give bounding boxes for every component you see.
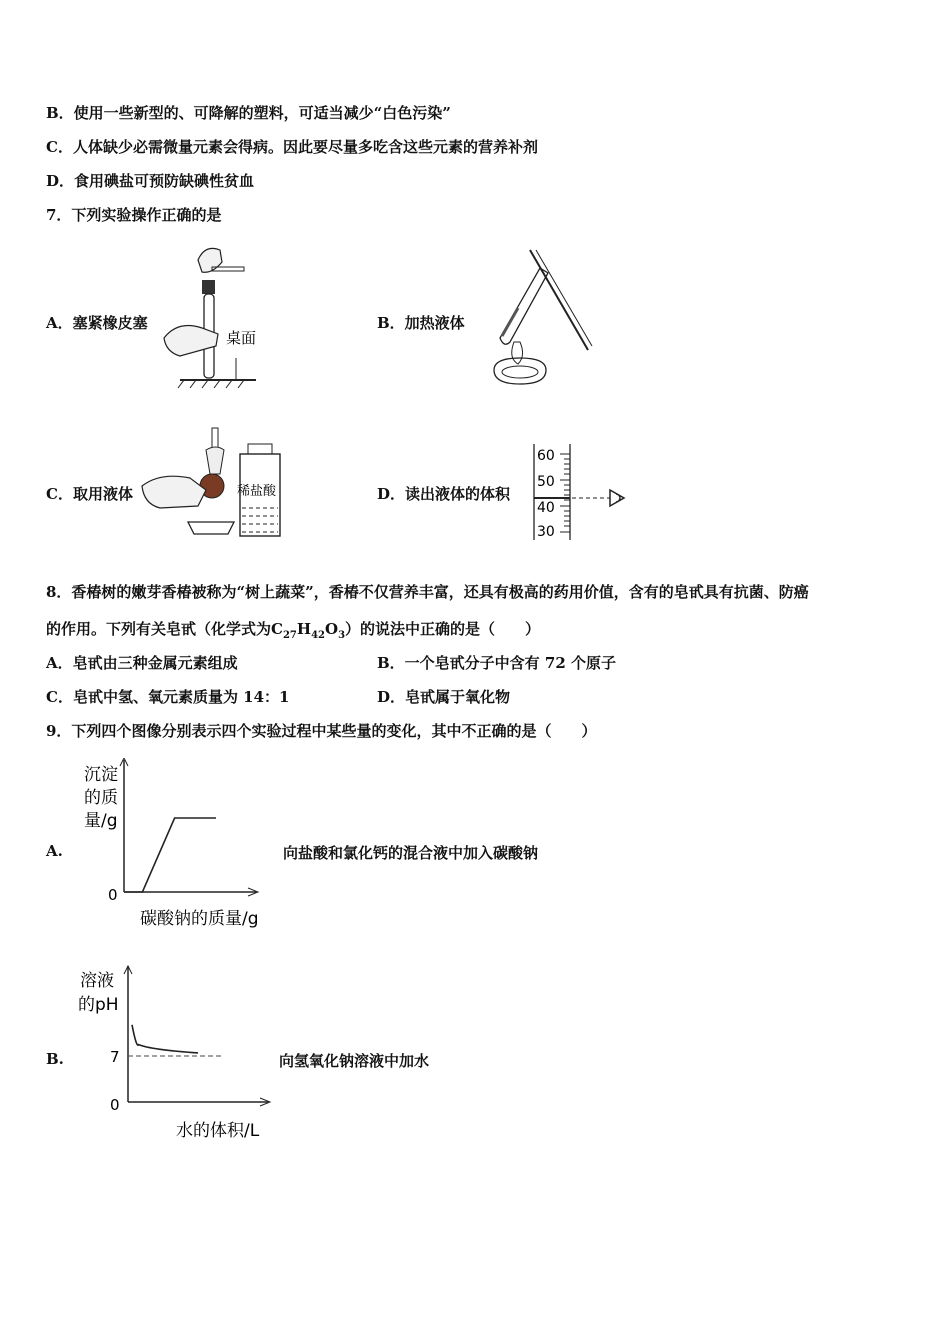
chart-b-series-line (132, 1025, 198, 1053)
q8-stem-line1: 8．香椿树的嫩芽香椿被称为“树上蔬菜”，香椿不仅营养丰富，还具有极高的药用价值，含有的皂甙具有抗菌、防癌 (46, 583, 809, 601)
eye-icon (610, 490, 624, 506)
q6-option-d: D．食用碘盐可预防缺碘性贫血 (46, 172, 255, 190)
q9-option-a-desc: 向盐酸和氯化钙的混合液中加入碳酸钠 (283, 844, 539, 862)
chart-b-ylabel-1: 溶液 (80, 971, 114, 991)
chart-b (76, 962, 280, 1142)
hand-icon (142, 476, 206, 508)
q7-option-d: D．读出液体的体积 (377, 485, 511, 503)
test-tube-icon (500, 268, 548, 344)
flame-icon (512, 342, 523, 364)
q8-option-d: D．皂甙属于氧化物 (377, 688, 511, 706)
scale-50: 50 (537, 474, 555, 490)
taking-liquid-figure (140, 424, 288, 542)
rubber-stopper-icon (202, 280, 215, 294)
stopper-insertion-figure (160, 242, 270, 392)
q7-stem: 7．下列实验操作正确的是 (46, 206, 222, 224)
chart-a-origin: 0 (108, 886, 118, 904)
chart-a-ylabel-2: 的质 (84, 788, 118, 808)
chart-a-ylabel-1: 沉淀 (84, 765, 118, 785)
chart-a (76, 758, 280, 930)
hand-icon (164, 326, 218, 356)
q7-option-c: C．取用液体 (46, 485, 133, 503)
holder-icon (530, 250, 588, 350)
formula-saponin: $C_{27}H_{42}O_3$ (271, 620, 346, 641)
q8-stem-line2: 的作用。下列有关皂甙（化学式为$C_{27}H_{42}O_3$）的说法中正确的是（ ） (46, 620, 541, 641)
reading-volume-figure (528, 440, 632, 544)
chart-b-origin: 0 (110, 1096, 120, 1114)
chart-a-series-line (124, 818, 216, 892)
q8-option-c: C．皂甙中氢、氧元素质量为 14：1 (46, 688, 290, 706)
q8-option-a: A．皂甙由三种金属元素组成 (46, 654, 238, 672)
q9-stem: 9．下列四个图像分别表示四个实验过程中某些量的变化，其中不正确的是（ ） (46, 722, 597, 740)
q9-option-b-label: B. (46, 1050, 64, 1068)
desk-label: 桌面 (226, 329, 257, 347)
q9-option-b-desc: 向氢氧化钠溶液中加水 (279, 1052, 430, 1070)
scale-40: 40 (537, 500, 555, 516)
chart-b-xlabel: 水的体积/L (176, 1121, 260, 1141)
q9-option-a-label: A. (46, 842, 63, 860)
chart-b-ylabel-2: 的pH (78, 995, 119, 1015)
scale-30: 30 (537, 524, 555, 540)
heating-liquid-figure (474, 246, 594, 388)
scale-60: 60 (537, 448, 555, 464)
q7-option-a: A．塞紧橡皮塞 (46, 314, 148, 332)
q6-option-c: C．人体缺少必需微量元素会得病。因此要尽量多吃含这些元素的营养补剂 (46, 138, 538, 156)
chart-a-ylabel-3: 量/g (84, 811, 118, 831)
q6-option-b: B．使用一些新型的、可降解的塑料，可适当减少“白色污染” (46, 104, 451, 122)
chart-a-xlabel: 碳酸钠的质量/g (140, 909, 259, 929)
q8-option-b: B．一个皂甙分子中含有 72 个原子 (377, 654, 616, 672)
q7-option-b: B．加热液体 (377, 314, 465, 332)
chart-b-ref-label: 7 (110, 1048, 120, 1066)
bottle-label: 稀盐酸 (237, 484, 277, 499)
